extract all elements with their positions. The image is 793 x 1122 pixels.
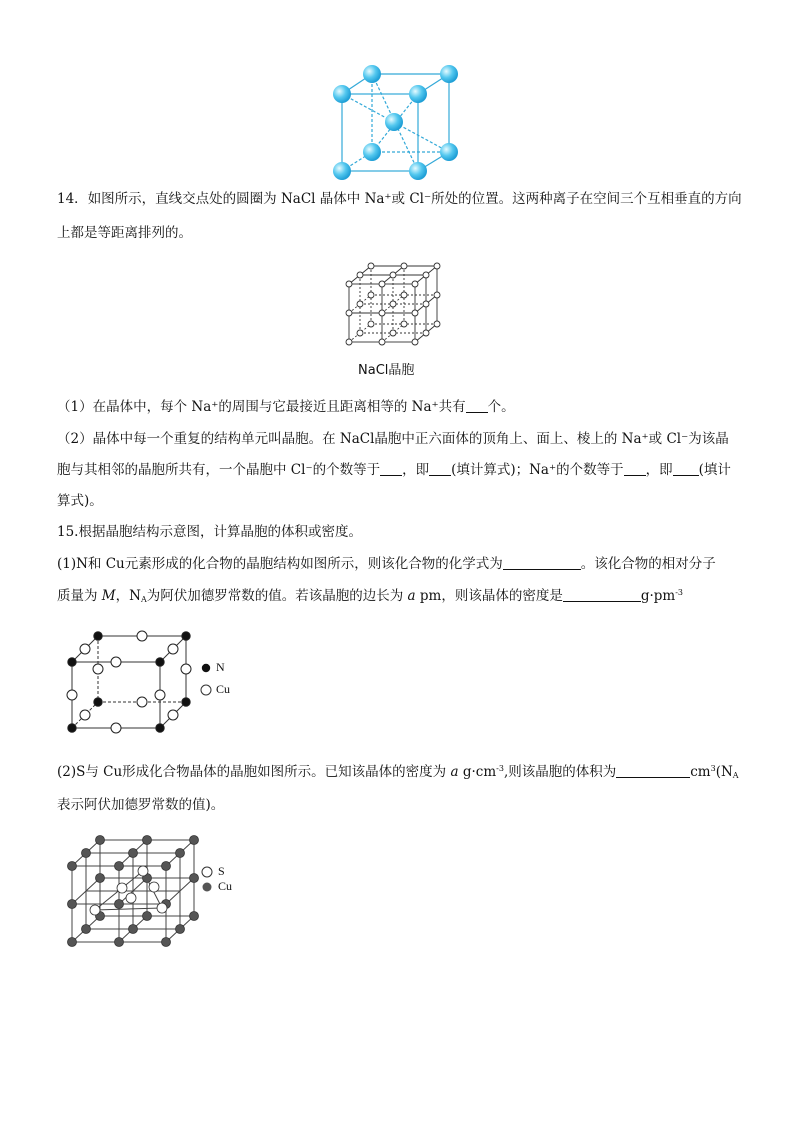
nacl-figure-caption: NaCl晶胞 <box>358 363 415 378</box>
atom <box>333 162 351 180</box>
answer-blank[interactable] <box>563 587 641 602</box>
answer-blank[interactable] <box>466 398 488 413</box>
legend-n-marker <box>201 663 211 673</box>
atom <box>333 85 351 103</box>
atom <box>385 113 403 131</box>
q15-part1-line1: (1)N和 Cu元素形成的化合物的晶胞结构如图所示，则该化合物的化学式为 。该化合物的相对分子 <box>57 556 716 572</box>
legend-cu-label: Cu <box>216 682 231 696</box>
atom <box>409 85 427 103</box>
q14-part1: （1）在晶体中，每个 Na⁺的周围与它最接近且距离相等的 Na⁺共有 个。 <box>57 399 515 415</box>
q14-number: 14． <box>57 191 88 207</box>
atom <box>440 65 458 83</box>
q14-line2: 上都是等距离排列的。 <box>57 225 192 241</box>
s-cu-cell-figure <box>62 832 202 948</box>
answer-blank[interactable] <box>616 763 690 778</box>
atom <box>363 65 381 83</box>
legend-s-label: S <box>218 864 225 878</box>
q15-part1-line2: 质量为 M，$N_A$为阿伏加德罗常数的值。若该晶胞的边长为 a pm，则该晶体的密度是 $g\cdot pm^{-3}$ <box>57 588 684 604</box>
answer-blank[interactable] <box>624 461 646 476</box>
legend-cu-marker <box>200 684 212 696</box>
answer-blank[interactable] <box>503 555 581 570</box>
q15-title: 15.根据晶胞结构示意图，计算晶胞的体积或密度。 <box>57 524 362 540</box>
n-cu-cell-figure <box>64 628 196 736</box>
q14-part2-line3: 算式)。 <box>57 493 103 509</box>
q15-part2-line1: (2)S与 Cu形成化合物晶体的晶胞如图所示。已知该晶体的密度为 a $g\cdot cm^{-3}$,则该晶胞的体积为 $cm^3(N_A$ <box>57 764 739 780</box>
legend-s-marker <box>201 866 213 878</box>
q15-part2-line2: 表示阿伏加德罗常数的值)。 <box>57 797 225 813</box>
legend-cu2-label: Cu <box>218 879 233 893</box>
q14-line1: 14．如图所示，直线交点处的圆圈为 NaCl 晶体中 Na⁺或 Cl⁻所处的位置。这两种离子在空间三个互相垂直的方向 <box>57 191 742 207</box>
legend-cu2-marker <box>201 881 213 893</box>
q14-part2-line2: 胞与其相邻的晶胞所共有，一个晶胞中 Cl⁻的个数等于 ，即 (填计算式)；Na⁺的个数等于 ，即 (填计 <box>57 462 731 478</box>
answer-blank[interactable] <box>429 461 451 476</box>
answer-blank[interactable] <box>380 461 402 476</box>
answer-blank[interactable] <box>673 461 699 476</box>
legend-n-label: N <box>216 660 225 674</box>
atom <box>440 143 458 161</box>
atom <box>363 143 381 161</box>
nacl-cell-figure <box>343 262 443 347</box>
q14-part2-line1: （2）晶体中每一个重复的结构单元叫晶胞。在 NaCl晶胞中正六面体的顶角上、面上、棱上的 Na⁺或 Cl⁻为该晶 <box>57 431 729 447</box>
atom <box>409 162 427 180</box>
bcc-cell-figure <box>325 62 465 182</box>
atoms <box>333 65 458 180</box>
